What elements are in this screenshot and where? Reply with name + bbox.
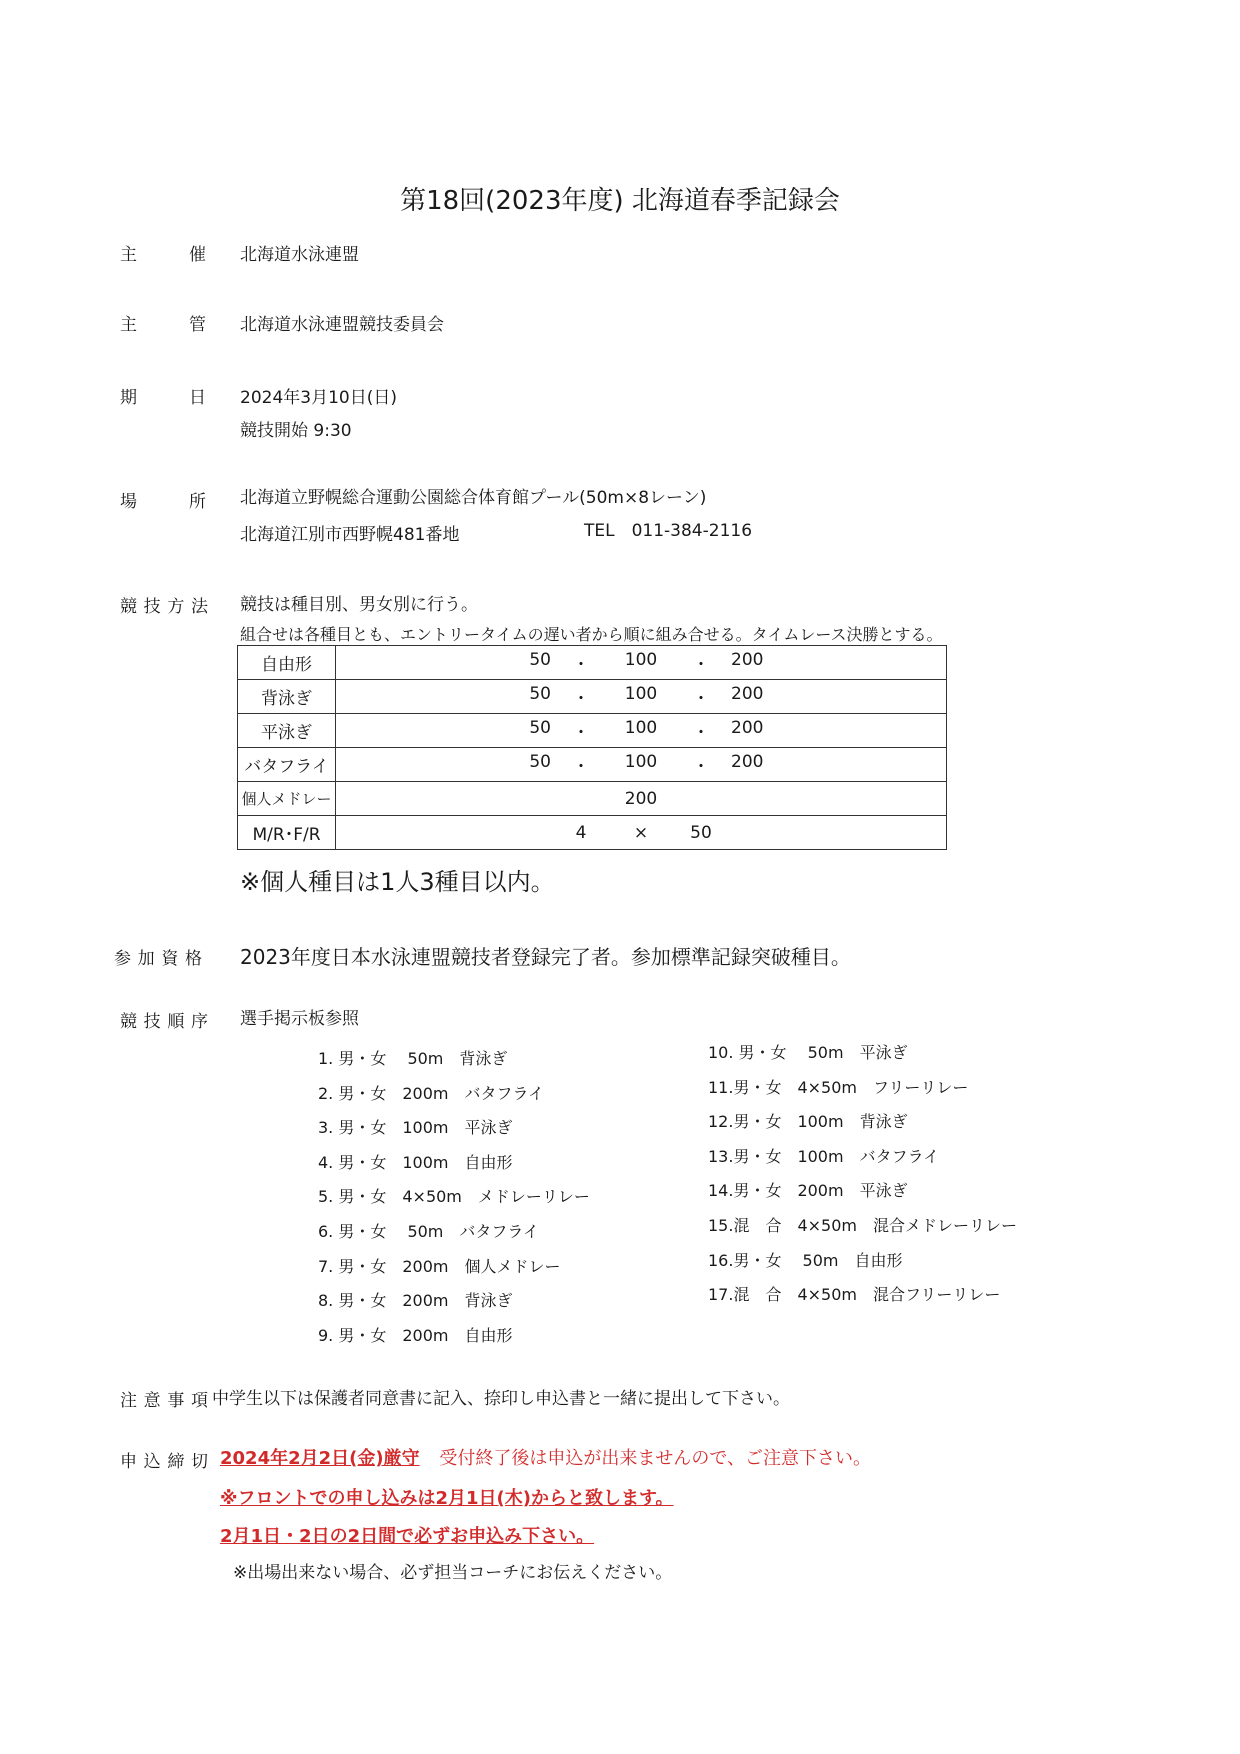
event-name: 背泳ぎ bbox=[238, 680, 336, 714]
table-row bbox=[238, 680, 947, 714]
date-value: 2024年3月10日(日) bbox=[240, 388, 397, 408]
order-list-right bbox=[708, 1036, 1017, 1313]
host-value: 北海道水泳連盟 bbox=[240, 245, 359, 265]
list-item: 7. 男・女 200m 個人メドレー bbox=[318, 1256, 561, 1276]
manager-value: 北海道水泳連盟競技委員会 bbox=[240, 315, 444, 335]
deadline-line4: ※出場出来ない場合、必ず担当コーチにお伝えください。 bbox=[233, 1563, 673, 1583]
venue-value: 北海道立野幌総合運動公園総合体育館プール(50m×8レーン) bbox=[240, 488, 707, 508]
host-label: 主 催 bbox=[120, 245, 206, 265]
notes-value: 中学生以下は保護者同意書に記入、捺印し申込書と一緒に提出して下さい。 bbox=[212, 1389, 790, 1409]
event-name: M/R･F/R bbox=[238, 816, 336, 850]
list-item: 2. 男・女 200m バタフライ bbox=[318, 1083, 544, 1103]
venue-tel: TEL 011-384-2116 bbox=[584, 521, 753, 541]
table-row bbox=[238, 714, 947, 748]
deadline-line2: ※フロントでの申し込みは2月1日(木)からと致します。 bbox=[220, 1488, 674, 1509]
deadline-line1 bbox=[220, 1444, 871, 1470]
events-table bbox=[237, 645, 947, 850]
deadline-line3: 2月1日・2日の2日間で必ずお申込み下さい。 bbox=[220, 1526, 595, 1547]
event-distances: 50 ・ 100 ・ 200 bbox=[336, 646, 947, 680]
event-distances: 50 ・ 100 ・ 200 bbox=[336, 714, 947, 748]
event-distances: 200 bbox=[336, 782, 947, 816]
event-name: バタフライ bbox=[238, 748, 336, 782]
list-item: 3. 男・女 100m 平泳ぎ bbox=[318, 1118, 513, 1138]
deadline-label: 申 込 締 切 bbox=[120, 1452, 208, 1472]
order-list-left bbox=[318, 1042, 590, 1353]
page-title: 第18回(2023年度) 北海道春季記録会 bbox=[400, 186, 840, 216]
method-line2: 組合せは各種目とも、エントリータイムの遅い者から順に組み合せる。タイムレース決勝とする。 bbox=[240, 625, 943, 644]
event-distances: 50 ・ 100 ・ 200 bbox=[336, 748, 947, 782]
list-item: 9. 男・女 200m 自由形 bbox=[318, 1325, 513, 1345]
venue-address: 北海道江別市西野幌481番地 bbox=[240, 525, 460, 545]
list-item: 14.男・女 200m 平泳ぎ bbox=[708, 1181, 908, 1201]
eligibility-label: 参 加 資 格 bbox=[114, 949, 202, 969]
order-intro: 選手掲示板参照 bbox=[240, 1009, 359, 1029]
list-item: 11.男・女 4×50m フリーリレー bbox=[708, 1077, 969, 1097]
list-item: 17.混 合 4×50m 混合フリーリレー bbox=[708, 1285, 1001, 1305]
table-row bbox=[238, 748, 947, 782]
list-item: 12.男・女 100m 背泳ぎ bbox=[708, 1112, 908, 1132]
notes-label: 注 意 事 項 bbox=[120, 1391, 208, 1411]
event-distances: 50 ・ 100 ・ 200 bbox=[336, 680, 947, 714]
table-row bbox=[238, 646, 947, 680]
deadline-date: 2024年2月2日(金)厳守 bbox=[220, 1448, 420, 1469]
list-item: 16.男・女 50m 自由形 bbox=[708, 1250, 903, 1270]
date-label: 期 日 bbox=[120, 388, 206, 408]
eligibility-value: 2023年度日本水泳連盟競技者登録完了者。参加標準記録突破種目。 bbox=[240, 945, 851, 969]
start-time: 競技開始 9:30 bbox=[240, 421, 352, 441]
method-label: 競 技 方 法 bbox=[120, 597, 208, 617]
event-name: 個人メドレー bbox=[238, 782, 336, 816]
table-row bbox=[238, 782, 947, 816]
list-item: 6. 男・女 50m バタフライ bbox=[318, 1221, 539, 1241]
event-name: 平泳ぎ bbox=[238, 714, 336, 748]
list-item: 1. 男・女 50m 背泳ぎ bbox=[318, 1049, 508, 1068]
event-distances: 4 × 50 bbox=[336, 816, 947, 850]
list-item: 13.男・女 100m バタフライ bbox=[708, 1146, 940, 1166]
manager-label: 主 管 bbox=[120, 315, 206, 335]
method-line1: 競技は種目別、男女別に行う。 bbox=[240, 595, 478, 615]
venue-label: 場 所 bbox=[120, 492, 206, 512]
list-item: 15.混 合 4×50m 混合メドレーリレー bbox=[708, 1215, 1017, 1235]
list-item: 4. 男・女 100m 自由形 bbox=[318, 1152, 513, 1172]
list-item: 8. 男・女 200m 背泳ぎ bbox=[318, 1291, 513, 1311]
list-item: 10. 男・女 50m 平泳ぎ bbox=[708, 1043, 908, 1062]
table-note: ※個人種目は1人3種目以内。 bbox=[240, 868, 555, 896]
list-item: 5. 男・女 4×50m メドレーリレー bbox=[318, 1187, 590, 1207]
deadline-text: 受付終了後は申込が出来ませんので、ご注意下さい。 bbox=[439, 1448, 871, 1469]
order-label: 競 技 順 序 bbox=[120, 1012, 208, 1032]
table-row bbox=[238, 816, 947, 850]
event-name: 自由形 bbox=[238, 646, 336, 680]
